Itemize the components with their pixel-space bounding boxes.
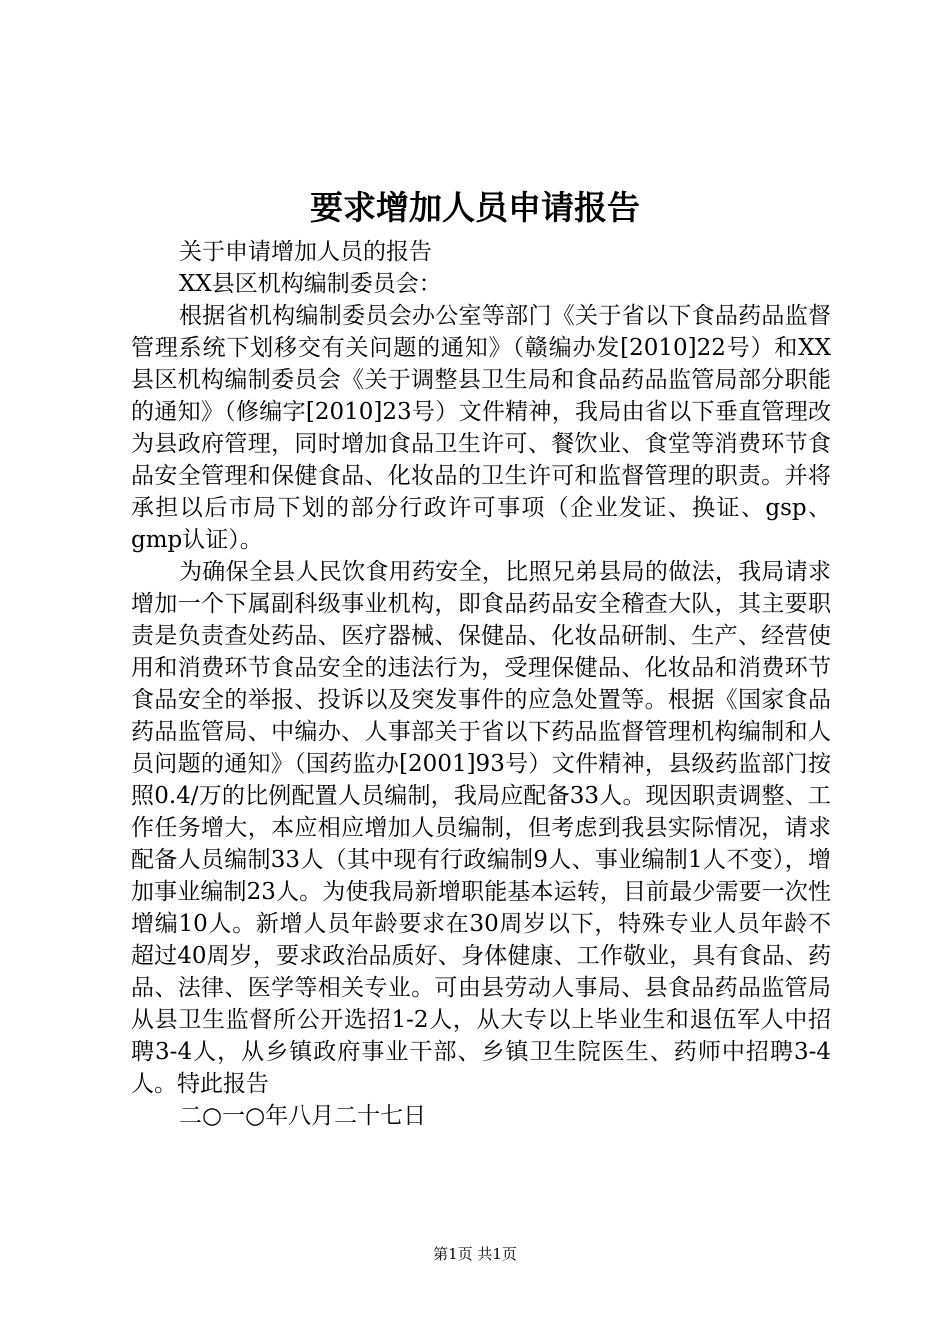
- body-paragraph-background: 根据省机构编制委员会办公室等部门《关于省以下食品药品监督管理系统下划移交有关问题的通知》（赣编办发[2010]22号）和XX县区机构编制委员会《关于调整县卫生局和食品药品监管局部分职能的通知》（修编字[2010]23号）文件精神，我局由省以下垂直管理改为县政府管理，同时增加食品卫生许可、餐饮业、食堂等消费环节食品安全管理和保健食品、化妆品的卫生许可和监督管理的职责。并将承担以后市局下划的部分行政许可事项（企业发证、换证、gsp、gmp认证）。: [131, 303, 831, 553]
- date-line: 二○一○年八月二十七日: [179, 1103, 427, 1129]
- document-body: [131, 236, 831, 1132]
- body-paragraph-request: 为确保全县人民饮食用药安全，比照兄弟县局的做法，我局请求增加一个下属副科级事业机构，即食品药品安全稽查大队，其主要职责是负责查处药品、医疗器械、保健品、化妆品研制、生产、经营使用和消费环节食品安全的违法行为，受理保健品、化妆品和消费环节食品安全的举报、投诉以及突发事件的应急处置等。根据《国家食品药品监管局、中编办、人事部关于省以下药品监督管理机构编制和人员问题的通知》（国药监办[2001]93号）文件精神，县级药监部门按照0.4/万的比例配置人员编制，我局应配备33人。现因职责调整、工作任务增大，本应相应增加人员编制，但考虑到我县实际情况，请求配备人员编制33人（其中现有行政编制9人、事业编制1人不变），增加事业编制23人。为使我局新增职能基本运转，目前最少需要一次性增编10人。新增人员年龄要求在30周岁以下，特殊专业人员年龄不超过40周岁，要求政治品质好、身体健康、工作敬业，具有食品、药品、法律、医学等相关专业。可由县劳动人事局、县食品药品监管局从县卫生监督所公开选招1-2人，从大专以上毕业生和退伍军人中招聘3-4人，从乡镇政府事业干部、乡镇卫生院医生、药师中招聘3-4人。特此报告: [131, 559, 831, 1097]
- page-number-footer: 第1页 共1页: [433, 1245, 517, 1263]
- document-title: 要求增加人员申请报告: [310, 188, 640, 227]
- addressee-line: XX县区机构编制委员会：: [179, 271, 442, 297]
- report-subject-line: 关于申请增加人员的报告: [179, 239, 432, 265]
